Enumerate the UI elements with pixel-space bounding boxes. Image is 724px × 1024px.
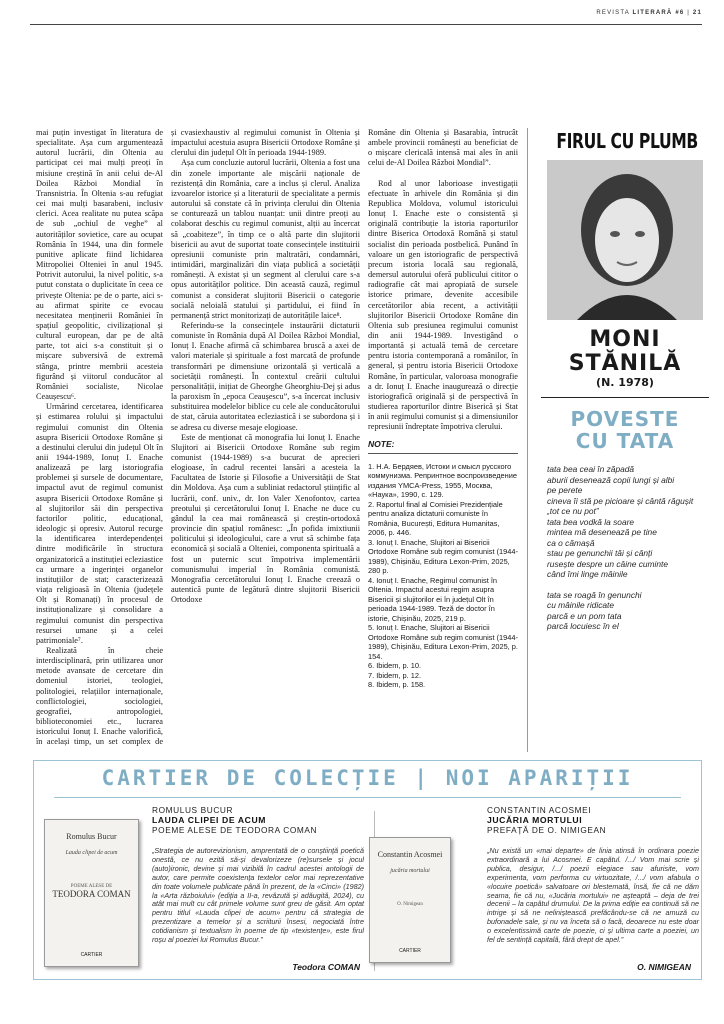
footnote: 1. Н.А. Бердяев, Истоки и смысл русского коммунизма. Репринтное воспроизведение издания YMCA-Press, 1955, Москва, «Наука», 1990, с. 129. xyxy=(368,461,517,500)
poem-line: rusește despre un câine cuminte xyxy=(547,558,669,569)
book-blurb: „Nu există un «mai departe» de linia atinsă în ordinara poezie extraordinară a lui Acosmei. E capătul. /.../ Vom mai scrie și publica, desigur, /.../ poezii elegiace sau afurisite, vom experimenta, vom performa cu virtuozitate, /.../ vom afabula o «locuire poetică» salvatoare ori blestemată, însă, fie că ne dăm seama, fie că nu, «Jucăria mortului» ne așteaptă – deja de trei decenii – la capătul drumului. De la prima ediție ea continuă să ne intrige și să ne neliniștească prefăcându-se că ne amuză cu bufonadele sale, și nu va înceta să o facă, deoarece nu este doar o excelentissimă carte de poezie, ci și ultima carte a poeziei, un fel de sentință capitală, fără drept de apel.” xyxy=(487,846,699,945)
book-subtitle: POEME ALESE DE TEODORA COMAN xyxy=(152,825,318,835)
sidebar-title: FIRUL CU PLUMB xyxy=(556,129,698,153)
poem-line: pe perete xyxy=(547,485,583,495)
notes-heading: NOTE: xyxy=(368,438,395,449)
poem-line: tata se roagă în genunchi xyxy=(547,589,642,600)
notes-rule xyxy=(368,453,518,454)
paragraph: și cvasiexhaustiv al regimului comunist în Oltenia și impactului acestuia asupra Bisericii Ortodoxe Române și clerului din județul Olt în perioada 1944-1989. xyxy=(171,128,360,158)
blurb-signature: Teodora COMAN xyxy=(292,962,360,972)
paragraph: Rod al unor laborioase investigații efectuate în arhivele din România și din Republica Moldova, volumul istoricului Ionuț I. Enache este o consistentă și originală contribuție la istoria raporturilor dintre Biserica Ortodoxă Română și statul socialist din perioada postbelică. Punând în valoare un gen istoriografic de perspectivă precum istoria locală sau regională, demersul autorului oferă publicului cititor o radiografie cât mai apropiată de sursele istorice primare, devenite accesibile cercetătorilor abia recent, a activității slujitorilor Bisericii Ortodoxe Române din Oltenia sub presiunea regimului comunist din anii 1944-1989. Investigând o importantă și actuală temă de cercetare pentru istoria contemporană a românilor, în general, și pentru istoria Bisericii Ortodoxe Române, în particular, valoroasa monografie a dr. Ionuț I. Enache inaugurează o direcție istoriografică originală și de perspectivă în studierea raporturilor dintre Biserică și Stat în anii regimului comunist și a dimensiunilor represiunii îndreptate împotriva clerului. xyxy=(368,178,518,432)
poem-line: când îmi linge mâinile xyxy=(547,569,628,579)
poem-line: cu mâinile ridicate xyxy=(547,600,615,610)
poem-line: cineva îi stă pe picioare și cântă răgușit xyxy=(547,495,694,506)
cover-publisher: CARTIER xyxy=(80,952,103,958)
book-info-1 xyxy=(152,805,364,945)
paragraph: Realizată în cheie interdisciplinară, prin utilizarea unor metode avansate de cercetare din domeniul istoriei, teologiei, politologiei, relațiilor internaționale, conflictologiei, sociologiei, geografiei, antropologiei, biblioteconomiei etc., lucrarea istoricului Ionuț I. Enache valorifică, în același timp, un set complex de xyxy=(36,645,163,747)
poem-title-line2: CU TATA xyxy=(575,429,675,453)
blurb-signature: O. NIMIGEAN xyxy=(637,962,691,972)
cover-subtitle: O. Nimigean xyxy=(397,902,423,907)
poem-line: ca o cămașă xyxy=(547,537,595,548)
book-blurb: „Strategia de autorevizionism, amprentată de o conștiință poetică onestă, ce nu ezită să-și devalorizeze (re)sursele și jocul (auto)ironic, devine și mai vizibilă în cadrul acestei antologii de autor, care permite coexistența textelor celor mai reprezentative din toate volumele publicate până în prezent, de la «Cinci» (1982) la «Arta războiului» (ediția a II-a, revăzută și adăugită, 2024), cu atât mai mult cu cât primele volume sunt greu de găsit. Am optat pentru titlul «Lauda clipei de acum» pentru că strategia de prezentizare a temelor și a scriiturii însesi, negociată între cotidianism și textualism în poeme de tip «texistențe», este firul roșu al poeziei lui Romulus Bucur.” xyxy=(152,846,364,945)
paragraph: Așa cum concluzie autorul lucrării, Oltenia a fost una din zonele importante ale mișcării naționale de rezistență din România, care a inclus și clerul. Analiza izvoarelor istorice și a literaturii de specialitate a permis autorului să constate că în privința clerului din Oltenia se conturează un tablou nuanțat: unii dintre preoți au colaborat deschis cu regimul comunist, alții au încercat să „coabiteze”, în timp ce o altă parte din slujitorii bisericii au avut de suportat toate consecințele instituirii opresiunii comuniste prin maltratări, condamnări, intimidări, marginalizări din viața publică a societății românești. A existat și un segment al clerului care s-a opus autorităților politice. Din această cauză, regimul comunist a considerat slujitorii Bisericii o categorie socială neloială statului și partidului, ei fiind în permanență strict monitorizați de autoritățile laice⁸. xyxy=(171,158,360,320)
portrait-image xyxy=(547,160,703,320)
poem-title-line1: POVESTE xyxy=(570,407,680,431)
poem-stanza xyxy=(547,464,713,580)
book-title: JUCĂRIA MORTULUI xyxy=(487,815,583,825)
book-author: ROMULUS BUCUR xyxy=(152,805,234,815)
poet-birth-year: (N. 1978) xyxy=(596,376,654,389)
book-info-2 xyxy=(487,805,699,945)
paragraph: mai puțin investigat în literatura de specialitate. Așa cum argumentează autorul lucrării, din Oltenia au participat cei mai mulți preoți în misiune creștină în anii celui de-Al Doilea Război Mondial în Transnistria. În Oltenia s-au refugiat cei mai mulți basarabeni, inclusiv clerici. Acea realitate nu putea scăpa de sub „ochiul de veghe” al autorităților sovietice, care au ocupat România în 1944, una din formele punitive aplicate fiind lichidarea Mitropoliei Olteniei în anul 1945. Potrivit autorului, la nivel politic, s-a putut constata o duplicitate în ceea ce privește Oltenia: pe de o parte, aici s-au afirmat spirite ce evocau necesitatea menținerii României în spațiul geopolitic, civilizațional și cultural european, dar pe de altă parte, tot aici s-a constituit și o mișcare subversivă de extremă stânga, printre membrii acesteia figurând și viitorul conducător al României socialiste, Nicolae Ceaușescu⁶. xyxy=(36,128,163,402)
poem-line: tata bea vodkă la soare xyxy=(547,516,635,527)
author-photo xyxy=(547,160,703,320)
cover-publisher: CARTIER xyxy=(399,948,421,954)
panel-rule xyxy=(54,797,681,798)
page-header xyxy=(30,10,702,24)
poem-line: parcă locuiesc în el xyxy=(547,621,619,631)
publication-brand: LITERARĂ xyxy=(632,10,673,16)
publication-name: REVISTA xyxy=(596,10,630,16)
book-cover-1 xyxy=(44,819,139,967)
article-column-1 xyxy=(36,128,163,748)
sidebar-rule xyxy=(541,397,709,398)
cover-title: Lauda clipei de acum xyxy=(65,850,118,856)
poem-body xyxy=(547,464,713,632)
cover-author: Constantin Acosmei xyxy=(377,850,443,859)
poetry-sidebar xyxy=(537,128,713,752)
cover-author: Romulus Bucur xyxy=(66,832,117,841)
poet-name-last: STĂNILĂ xyxy=(568,351,682,376)
paragraph: Române din Oltenia și Basarabia, întrucât ambele provincii românești au beneficiat de o mișcare clericală intensă mai ales în anii celui de-Al Doilea Război Mondial”. xyxy=(368,128,518,168)
cover-subtitle: POEME ALESE DE xyxy=(70,884,113,889)
column-divider xyxy=(527,128,528,752)
cover-editor: TEODORA COMAN xyxy=(52,889,131,899)
paragraph: Urmărind cercetarea, identificarea și estimarea rolului și impactului regimului comunist din Oltenia asupra Bisericii Ortodoxe Române și a destinului clerului din județul Olt în anii 1944-1989, Ionuț I. Enache analizează pe larg istoriografia problemei și sursele de documentare, impactul avut de regimul comunist asupra Bisericii Ortodoxe Române și al slujitorilor săi din perspectiva factorilor politic, educațional, ideologic și opresiv. Autorul recurge la identificarea interdependenței dintre modificările în structura organizatorică a instituției ecleziastice ca urmare a ingerinței organelor instituțiilor de stat; caracterizează viața religioasă în Oltenia (județele Olt și Romanați) în procesul de instituționalizare și consolidare a regimului comunist din perspectiva resursei umane și a celei patrimoniale⁷. xyxy=(36,402,163,645)
book-subtitle: PREFAȚĂ DE O. NIMIGEAN xyxy=(487,825,607,835)
footnote: 8. Ibidem, p. 158. xyxy=(368,680,426,690)
footnote: 5. Ionuț I. Enache, Slujitori ai Bisericii Ortodoxe Române sub regim comunist (1944-1989), Chișinău, Editura Lexon-Prim, 2025, p. 154. xyxy=(368,623,518,661)
footnote: 3. Ionuț I. Enache, Slujitori ai Bisericii Ortodoxe Române sub regim comunist (1944-1989), Chișinău, Editura Lexon-Prim, 2025, 280 p. xyxy=(368,537,518,576)
footnote: 6. Ibidem, p. 10. xyxy=(368,661,421,671)
new-releases-panel xyxy=(33,760,702,980)
poem-line: parcă e un pom tata xyxy=(547,610,622,621)
poem-stanza xyxy=(547,590,713,632)
poem-line: aburii desenează copii lungi și albi xyxy=(547,474,675,485)
header-rule xyxy=(30,24,702,25)
panel-title: CARTIER DE COLECȚIE | NOI APARIȚII xyxy=(101,766,634,790)
header-separator: | xyxy=(687,10,691,16)
issue-number: #6 xyxy=(675,10,685,16)
footnote: 7. Ibidem, p. 12. xyxy=(368,670,421,680)
article-column-3 xyxy=(368,128,518,748)
book-title: LAUDA CLIPEI DE ACUM xyxy=(152,815,267,825)
poem-line: tata bea ceai în zăpadă xyxy=(547,464,635,474)
article-column-2 xyxy=(171,128,360,748)
paragraph: Este de menționat că monografia lui Ionuț I. Enache Slujitori ai Bisericii Ortodoxe Române sub regim comunist (1944-1989) s-a bucurat de aprecieri elogioase, în cadrul recentei lansări a acesteia la Facultatea de Istorie și Filosofie a Universității de Stat din Moldova. Așa cum a subliniat redactorul științific al lucrării, conf. univ., dr. Ion Valer Xenofontov, cartea preotului și cercetătorului Ionuț I. Enache ne duce cu gândul la cea mai românească și creștin-ortodoxă provincie din spațiul românesc: „În pofida imixtiunii politicului și ideologicului, care a vrut să schimbe fața economică și socială a Olteniei, componenta spirituală a fost un puternic scut împotriva implementării comunismului imperial în România comunistă. Monografia cercetătorului Ionuț I. Enache creează o autentică punte de legătură dintre slujitorii Bisericii Ortodoxe xyxy=(171,432,360,605)
footnote: 4. Ionuț I. Enache, Regimul comunist în Oltenia. Impactul acestui regim asupra Bisericii și slujitorilor ei în județul Olt în perioada 1944-1989. Teză de doctor în istorie, Chișinău, 2025, 219 p. xyxy=(368,575,497,623)
poem-line: mintea mă desenează pe tine xyxy=(547,527,657,537)
poem-line: stau pe genunchii tăi și cânți xyxy=(547,548,653,558)
paragraph: Referindu-se la consecințele instaurării dictaturii comuniste în România după Al Doilea Război Mondial, Ionuț I. Enache afirmă că schimbarea bruscă a axei de valori materiale și spirituale a fost marcată de profunde transformări pe dimensiune orizontală și verticală a societății românești. În contextul creării cultului personalității, inițiat de Gheorghe Gheorghiu-Dej și adus la paroxism în „epoca Ceaușescu”, s-a încercat inclusiv substituirea modelelor biblice cu cele ale conducătorului de stat, căruia autoritatea ecleziastică i se subordona și i se adresa cu diverse mesaje elogioase. xyxy=(171,320,360,432)
poet-name-first: MONI xyxy=(589,327,661,352)
poem-line: „tot ce nu pot” xyxy=(547,506,599,516)
page-number: 21 xyxy=(692,10,702,16)
book-author: CONSTANTIN ACOSMEI xyxy=(487,805,592,815)
footnote: 2. Raportul final al Comisiei Prezidențiale pentru analiza dictaturii comuniste în România, București, Editura Humanitas, 2006, p. 446. xyxy=(368,499,503,538)
book-cover-2 xyxy=(369,837,451,963)
cover-title: jucăria mortului xyxy=(390,868,430,874)
